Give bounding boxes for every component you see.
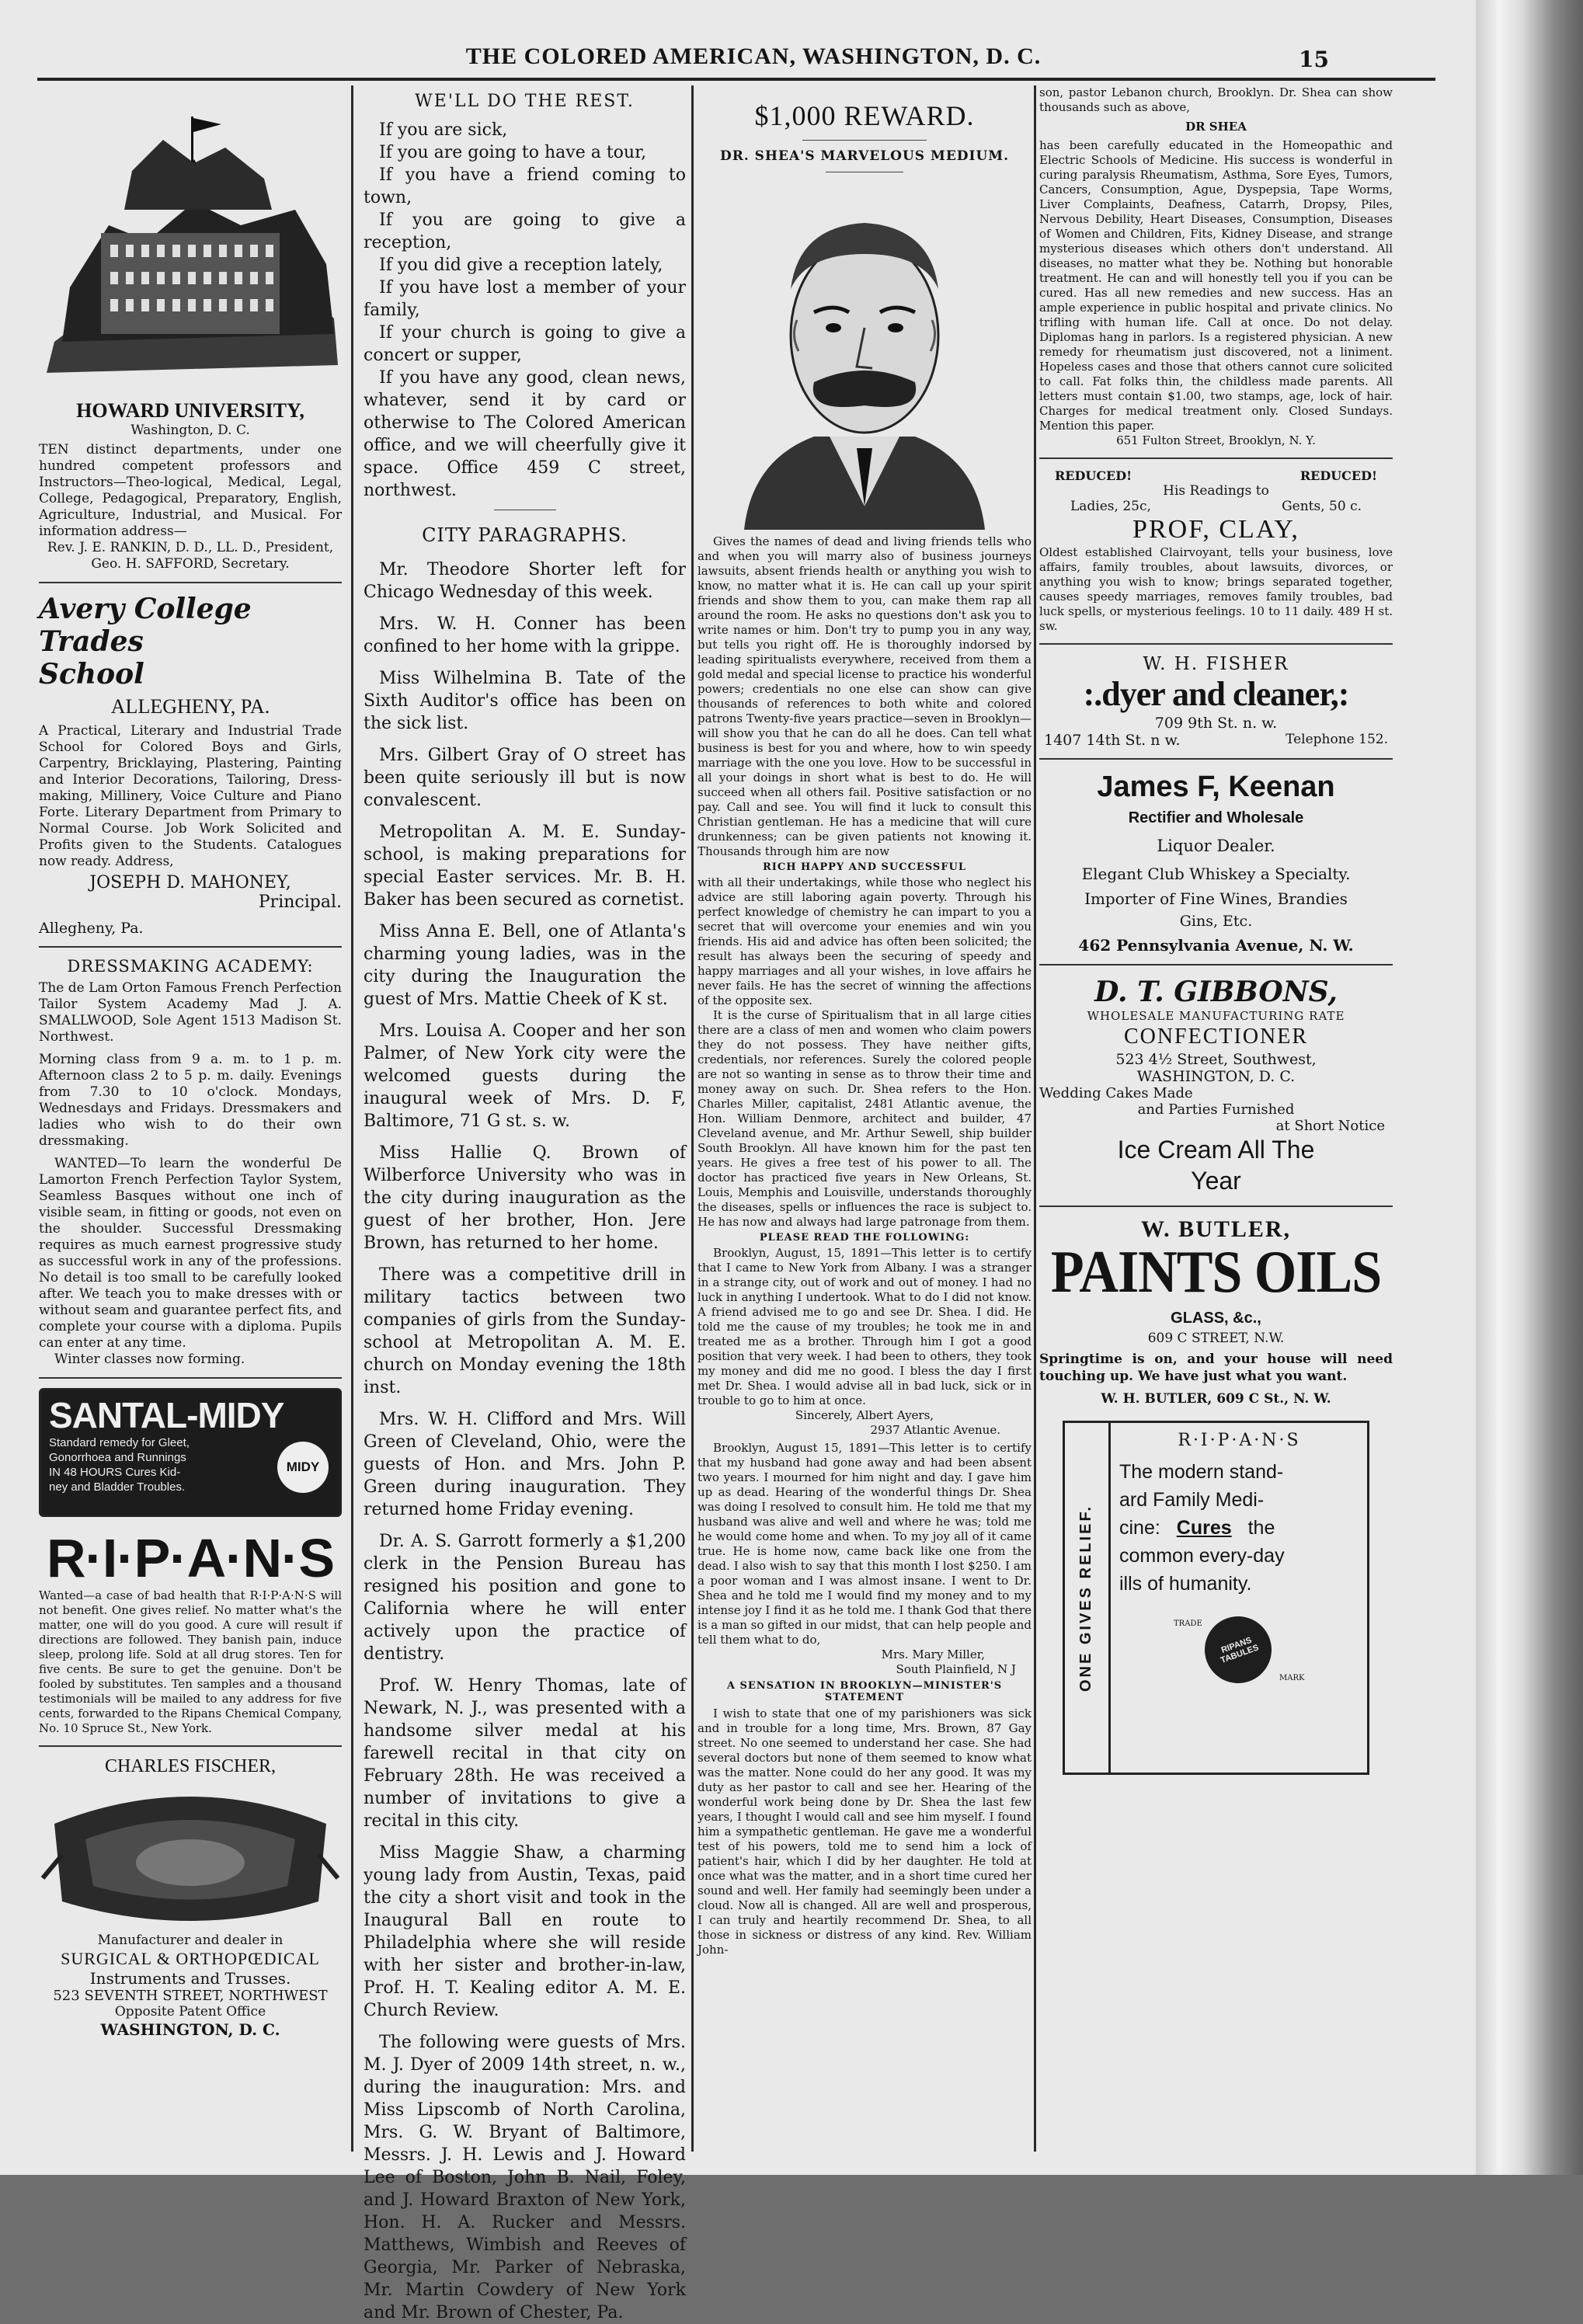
city-paragraphs <box>364 558 686 2324</box>
news-item: Mrs. W. H. Conner has been confined to her home with la grippe. <box>364 614 686 656</box>
reward-p1: Gives the names of dead and living friends tells who and when you will marry also of business journeys lawsuits, absent friends health or anything you wish to know, no matter what it is. He can call up your spirit friends and show them to you, can make them rap all around the room. He asks no questions don't ask you to write names or him. Don't try to pump you in any way, but tells you right off. He is thoroughly indorsed by leading spiritualists everywhere, received from them a gold medal and special license to practice his wonderful powers; credentials no one else can show can give thousands of references to both white and colored patrons Twenty-five years practice—seven in Brooklyn—will show you that he can do all he does. Can tell what business is best for you and where, how to win speedy marriage with the one you love. How to be successful in all your doings in short what is best to do. He will succeed when all others fail. Positive satisfaction or no pay. Call and see. You will find it luck to consult this Christian gentleman. He has a medicine that will cure drunkenness; can be given patients not knowing it. Thousands through him are now <box>698 534 1032 858</box>
avery-place: ALLEGHENY, PA. <box>110 695 270 718</box>
letter-miller: Brooklyn, August 15, 1891—This letter is to certify that my husband had gone away and had been absent two years. I mourned for him night and day. I gave him up as dead. Hearing of the wonderful things Dr. Shea was doing I resolved to consult him. He told me that my husband was alive and well and where he was; told me he would come home and when. To my joy all of it came true. He is home now, came back like one from the dead. I also wish to say that this month I lost $250. I am a poor woman and I was almost insane. I went to Dr. Shea and he told me I would find my money and to my intense joy I find it as he told me. I thank God that there is a man so gifted in our midst, that can help people and tell them what to do, <box>698 1441 1032 1647</box>
column-2 <box>364 85 686 2322</box>
keenan-line2: Liquor Dealer. <box>1157 837 1275 855</box>
news-item: Miss Maggie Shaw, a charming young lady from Austin, Texas, paid the city a short visit and took in the Inaugural Ball en route to Philadelphia where she will reside with her sister and brother-in-law, Prof. H. T. Kealing editor A. M. E. Church Review. <box>364 1843 686 2020</box>
logo-mark: MARK <box>1279 1674 1305 1682</box>
dress-p2: Morning class from 9 a. m. to 1 p. m. Afternoon class 2 to 5 p. m. daily. Evenings from 7.30 to 10 o'clock. Mondays, Wednesdays and Fridays. Dressmakers and ladies who wish to do their own dressmaking. <box>39 1052 342 1149</box>
dr-shea-portrait <box>698 180 1032 530</box>
avery-place2: Allegheny, Pa. <box>39 920 144 937</box>
avery-title-line2: School <box>39 658 144 691</box>
ripans-body: Wanted—a case of bad health that R·I·P·A·N·S will not benefit. One gives relief. No matter what's the matter, one will do you good. A cure will result if directions are followed. They banish pain, induce sleep, prolong life. Sold at all drug stores. Ten for five cents. Be sure to get the genuine. Don't be fooled by substitutes. Ten samples and a thousand testimonials will be mailed to any address for five cents, forwarded to the Ripans Chemical Company, No. 10 Spruce St., New York. <box>39 1588 342 1735</box>
fisher-phone: Telephone 152. <box>1286 732 1388 747</box>
ripans-ad <box>39 1528 342 1736</box>
ripans-box-ad <box>1063 1421 1369 1775</box>
dress-p3: WANTED—To learn the wonderful De Lamorton French Perfection Taylor System, Seamless Basques without one inch of visible seam, in fitting or goods, not even on the shoulder. Successful Dressmaking requires as much earnest progressive study as successful work in any of the professions. No detail is too small to be carefully looked after. We teach you to make dresses with or without seam and guarantee perfect fits, and complete your course with a diploma. Pupils can enter at any time. <box>39 1156 342 1351</box>
gibbons-line3: 523 4½ Street, Southwest, <box>1115 1051 1317 1068</box>
truss-engraving <box>39 1777 342 1933</box>
fischer-line1: Manufacturer and dealer in <box>97 1933 284 1948</box>
reward-p2: with all their undertakings, while those who neglect his advice are still laboring again poverty. Through his perfect knowledge of chemistry he can impart to you a secret that will overcome your enemies and win you friends. His aid and advice has often been solicited; the result has always been the securing of speedy and happy marriages and all your wishes, in love affairs he never fails. He has the secret of winning the affections of the opposite sex. <box>698 875 1032 1007</box>
gibbons-line7: at Short Notice <box>1275 1118 1385 1134</box>
howard-city: Washington, D. C. <box>130 423 250 438</box>
santal-line4: ney and Bladder Troubles. <box>49 1480 186 1494</box>
divider <box>39 1377 342 1379</box>
news-item: Mrs. W. H. Clifford and Mrs. Will Green of Cleveland, Ohio, were the guests of Hon. and Mrs. John P. Green during inauguration. They returned home Friday evening. <box>364 1410 686 1519</box>
reduced-left: REDUCED! <box>1055 468 1132 483</box>
reward-subtitle: DR. SHEA'S MARVELOUS MEDIUM. <box>719 148 1010 164</box>
shea-address: 651 Fulton Street, Brooklyn, N. Y. <box>1116 433 1316 447</box>
fisher-addr1: 709 9th St. n. w. <box>1154 715 1278 732</box>
santal-line2: Gonorrhoea and Runnings <box>49 1451 186 1464</box>
clay-body: Oldest established Clairvoyant, tells your business, love affairs, family troubles, about lawsuits, divorces, or anything you wish to know; brings separated together, causes speedy marriages, removes family troubles, bad luck spells, or mysterious feelings. 10 to 11 daily. 489 H st. sw. <box>1039 545 1393 633</box>
keenan-name: James F, Keenan <box>1097 771 1335 803</box>
masthead-rule <box>37 78 1435 81</box>
dress-p1: The de Lam Orton Famous French Perfection Tailor System Academy Mad J. A. SMALLWOOD, Sole Agent 1513 Madison St. Northwest. <box>39 980 342 1045</box>
news-item: Dr. A. S. Garrott formerly a $1,200 clerk in the Pension Bureau has resigned his position and gone to California where he will enter actively upon the practice of dentistry. <box>364 1532 686 1664</box>
midy-badge: MIDY <box>277 1442 329 1493</box>
shea-continuation: son, pastor Lebanon church, Brooklyn. Dr. Shea can show thousands such as above, <box>1039 85 1393 114</box>
shea-body: has been carefully educated in the Homeopathic and Electric Schools of Medicine. His success is wonderful in curing paralysis Rheumatism, Asthma, Sore Eyes, Tumors, Cancers, Consumption, Ague, Dyspepsia, Tape Worms, Liver Complaints, Deafness, Catarrh, Dropsy, Piles, Nervous Debility, Heart Diseases, Consumption, Diseases of Women and Children, Fits, Kidney Disease, and strange mysterious diseases which others don't understand. All diseases, no matter what they be. Nothing but honorable treatment. He can and will honestly tell you if you can be cured. Has all new remedies and new success. Has an ample experience in public hospital and private clinics. No trifling with human life. Call at once. Do not delay. Diplomas hang in parlors. Is a registered physician. A new remedy for rheumatism just discovered, not a liniment. Hopeless cases and those that others cannot cure solicited to call. Fat folks thin, the childless made parents. All letters must contain $1.00, two stamps, age, lock of hair. Charges for medical treatment only. Closed Sundays. Mention this paper. <box>1039 138 1393 433</box>
column-rule <box>351 85 353 2152</box>
keenan-line1: Rectifier and Wholesale <box>1128 809 1304 826</box>
rest-line: If you are going to have a tour, <box>379 143 647 162</box>
ripans-tabules-logo <box>1119 1609 1359 1694</box>
news-item: Metropolitan A. M. E. Sunday-school, is making preparations for special Easter services. Mr. B. H. Baker has been secured as cornetist. <box>364 823 686 910</box>
butler-paints-ad <box>1039 1216 1393 1407</box>
news-item: Mr. Theodore Shorter left for Chicago Wednesday of this week. <box>364 560 686 602</box>
rest-lines <box>364 119 686 502</box>
page-number: 15 <box>1299 47 1329 72</box>
university-building-engraving <box>39 85 342 396</box>
butler-addr: 609 C STREET, N.W. <box>1147 1331 1285 1346</box>
fischer-line5: Opposite Patent Office <box>114 2004 266 2020</box>
logo-seal: RIPANS TABULES <box>1195 1607 1281 1693</box>
butler-footer: W. H. BUTLER, 609 C St., N. W. <box>1101 1391 1331 1407</box>
reward-head-rich: RICH HAPPY AND SUCCESSFUL <box>762 861 967 873</box>
prof-clay-ad <box>1039 468 1393 634</box>
letter-miller-signature: Mrs. Mary Miller, <box>881 1647 985 1661</box>
gibbons-line8: Ice Cream All The <box>1117 1136 1315 1164</box>
keenan-line4: Importer of Fine Wines, Brandies <box>1084 889 1348 908</box>
minister-statement: I wish to state that one of my parishioners was sick and in trouble for a long time, Mrs. Brown, 87 Gay street. No one seemed to understand her case. She had several doctors but none of them seemed to know what was the matter. None could do her any good. It was my duty as her pastor to call and see her. Hearing of the wonderful work being done by Dr. Shea the last few years, I thought I would call and see him myself. I found him a sympathetic gentleman. He gave me a wonderful test of his powers, told me to send him a lock of patient's hair, which I did by her daughter. He told at once what was the matter, and in a short time cured her sound and well. Her family had seemingly been under a cloud. Now all is changed. All are well and prosperous, I can truly and heartily recommend Dr. Shea, to all those in sickness or distress of any kind. Rev. William John- <box>698 1706 1032 1957</box>
gibbons-line1: WHOLESALE MANUFACTURING RATE <box>1087 1009 1345 1023</box>
ripans-box-body3: cine: <box>1119 1517 1160 1539</box>
rest-line: If you have a friend coming to town, <box>364 165 686 207</box>
avery-body: A Practical, Literary and Industrial Trade School for Colored Boys and Girls, Carpentry, Bricklaying, Plastering, Painting and Interior Decorations, Tailoring, Dress-making, Millinery, Voice Culture and Piano Forte. Literary Department from Primary to Normal Course. Job Work Solicited and Profits given to the Students. Catalogues now ready. Address, <box>39 723 342 869</box>
charles-fischer-ad <box>39 1756 342 2039</box>
gibbons-line9: Year <box>1191 1167 1241 1195</box>
keenan-line6: 462 Pennsylvania Avenue, N. W. <box>1078 936 1354 955</box>
fisher-trade: :.dyer and cleaner,: <box>1083 675 1349 713</box>
news-item: Miss Wilhelmina B. Tate of the Sixth Auditor's office has been on the sick list. <box>364 669 686 733</box>
avery-signer: JOSEPH D. MAHONEY, <box>89 873 291 892</box>
ripans-side-text: ONE GIVES RELIEF. <box>1077 1504 1095 1692</box>
rest-paragraph: If you have lost a member of your family, <box>364 278 686 320</box>
divider <box>39 1745 342 1747</box>
gibbons-line2: CONFECTIONER <box>1123 1025 1309 1049</box>
howard-body: TEN distinct departments, under one hundred competent professors and Instructors—Theo-logical, Medical, Legal, College, Pedagogical, Preparatory, English, Agriculture, Industrial, and Musical. For information address— <box>39 442 342 539</box>
howard-president: Rev. J. E. RANKIN, D. D., LL. D., President, <box>47 540 334 555</box>
howard-university-ad <box>39 85 342 572</box>
fischer-line4: 523 SEVENTH STREET, NORTHWEST <box>53 1988 328 2004</box>
letter-ayers-signature: Sincerely, Albert Ayers, <box>795 1408 934 1422</box>
avery-role: Principal. <box>258 892 342 912</box>
fischer-line3: Instruments and Trusses. <box>89 1969 291 1988</box>
howard-title: HOWARD UNIVERSITY, <box>76 399 304 422</box>
avery-title: Avery College Trades <box>39 593 252 658</box>
fischer-line6: WASHINGTON, D. C. <box>100 2020 280 2039</box>
ripans-box-body5: ills of humanity. <box>1119 1573 1252 1595</box>
news-item: The following were guests of Mrs. M. J. Dyer of 2009 14th street, n. w., during the inauguration: Mrs. and Miss Lipscomb of North Carolina, Mrs. G. W. Bryant of Baltimore, Messrs. J. H. Lewis and J. Howard Lee of Boston, John B. Nail, Foley, and J. Howard Braxton of New York, Hon. H. A. Rucker and Messrs. Matthews, Wimbish and Reeves of Georgia, Mr. Parker of Nebraska, Mr. Martin Cowdery of New York and Mr. Brown of Chester, Pa. <box>364 2033 686 2322</box>
santal-midy-ad <box>39 1388 342 1517</box>
avery-college-ad <box>39 593 342 937</box>
ripans-box-title: R·I·P·A·N·S <box>1178 1431 1301 1450</box>
letter-ayers-address: 2937 Atlantic Avenue. <box>870 1423 1000 1437</box>
column-1 <box>39 85 342 2167</box>
gibbons-line6: and Parties Furnished <box>1137 1101 1295 1118</box>
dress-p4: Winter classes now forming. <box>54 1352 245 1367</box>
letter-miller-address: South Plainfield, N J <box>896 1662 1016 1676</box>
butler-name: W. BUTLER, <box>1140 1216 1292 1242</box>
rest-line: If you are going to give a reception, <box>364 210 686 252</box>
ripans-box-body2: ard Family Medi- <box>1119 1489 1265 1511</box>
clay-gents: Gents, 50 c. <box>1282 499 1362 514</box>
reward-head-sensation: A SENSATION IN BROOKLYN—MINISTER'S STATEMENT <box>726 1680 1003 1703</box>
column-rule <box>691 85 694 2152</box>
masthead: THE COLORED AMERICAN, WASHINGTON, D. C. <box>465 43 1042 69</box>
divider <box>39 582 342 583</box>
clay-ladies: Ladies, 25c, <box>1070 499 1151 514</box>
gibbons-name: D. T. GIBBONS, <box>1094 976 1338 1008</box>
divider <box>39 946 342 948</box>
clay-name: PROF, CLAY, <box>1132 515 1299 544</box>
santal-title: SANTAL-MIDY <box>49 1395 284 1435</box>
reward-head-letters: PLEASE READ THE FOLLOWING: <box>759 1232 970 1244</box>
santal-line3: IN 48 HOURS Cures Kid- <box>49 1466 181 1479</box>
column-rule <box>1034 85 1036 2152</box>
news-item: Miss Anna E. Bell, one of Atlanta's charming young ladies, was in the city during the Inauguration the guest of Mrs. Mattie Cheek of K st. <box>364 922 686 1009</box>
butler-big: PAINTS OILS <box>1050 1240 1382 1306</box>
logo-trade: TRADE <box>1174 1619 1202 1628</box>
gibbons-confectioner-ad <box>1039 975 1393 1196</box>
reduced-right: REDUCED! <box>1299 468 1377 483</box>
santal-line1: Standard remedy for Gleet, <box>49 1436 190 1449</box>
dress-title: DRESSMAKING ACADEMY: <box>67 957 314 976</box>
rest-paragraph: If your church is going to give a concert or supper, <box>364 323 686 365</box>
ripans-box-body1: The modern stand- <box>1119 1461 1284 1483</box>
news-item: Miss Hallie Q. Brown of Wilberforce University who was in the city during inauguration as the guest of her brother, Hon. Jere Brown, has returned to her home. <box>364 1143 686 1253</box>
clay-his: His Readings to <box>1163 483 1269 499</box>
reward-title: $1,000 REWARD. <box>754 100 975 131</box>
book-page-edge <box>1476 0 1583 2175</box>
fisher-addr2: 1407 14th St. n w. <box>1044 732 1181 749</box>
gibbons-line4: WASHINGTON, D. C. <box>1136 1068 1296 1085</box>
butler-glass: GLASS, &c., <box>1171 1310 1261 1327</box>
rest-line: If you did give a reception lately, <box>379 256 663 275</box>
city-paragraphs-title: CITY PARAGRAPHS. <box>422 524 628 546</box>
fisher-name: W. H. FISHER <box>1143 654 1289 674</box>
news-item: Mrs. Gilbert Gray of O street has been quite seriously ill but is now convalescent. <box>364 746 686 810</box>
rest-paragraph: If you have any good, clean news, whatever, send it by card or otherwise to The Colored American office, and we will cheerfully give it space. Office 459 C street, northwest. <box>364 368 686 500</box>
rest-line: If you are sick, <box>379 120 508 140</box>
column-4 <box>1039 85 1393 2167</box>
ripans-box-the: the <box>1247 1517 1275 1539</box>
james-keenan-ad <box>1039 769 1393 955</box>
news-item: Prof. W. Henry Thomas, late of Newark, N. J., was presented with a handsome silver medal at his farewell recital in that city on February 28th. He was received a number of invitations to give a recital in this city. <box>364 1676 686 1831</box>
dressmaking-academy-ad <box>39 957 342 1368</box>
gibbons-line5: Wedding Cakes Made <box>1039 1085 1193 1101</box>
column-3 <box>698 85 1032 2167</box>
ripans-title: R·I·P·A·N·S <box>46 1528 335 1588</box>
fischer-name: CHARLES FISCHER, <box>104 1756 277 1776</box>
news-item: Mrs. Louisa A. Cooper and her son Palmer, of New York city were the welcomed guests during the inaugural week of Mrs. D. F, Baltimore, 71 G st. s. w. <box>364 1021 686 1131</box>
howard-secretary: Geo. H. SAFFORD, Secretary. <box>91 556 290 572</box>
news-item: There was a competitive drill in military tactics between two companies of girls from the Sunday-school at Metropolitan A. M. E. church on Monday evening the 18th inst. <box>364 1265 686 1397</box>
letter-ayers: Brooklyn, August, 15, 1891—This letter is to certify that I came to New York from Albany. I was a stranger in a strange city, out of work and out of money. I had no luck in anything I undertook. What to do I did not know. A friend advised me to go and see Dr. Shea. I did. He told me the cause of my troubles; he took me in and treated me as a brother. Through him I got a good position that very week. I had been to others, they took my money and did me no good. I bless the day I first met Dr. Shea. I would advise all in bad luck, sick or in trouble to go to him at once. <box>698 1246 1032 1407</box>
ripans-box-body4: common every-day <box>1119 1545 1285 1567</box>
fischer-line2: SURGICAL & ORTHOPŒDICAL <box>61 1949 320 1968</box>
shea-heading: DR SHEA <box>1185 120 1247 134</box>
ripans-box-cures: Cures <box>1176 1517 1232 1539</box>
keenan-line3: Elegant Club Whiskey a Specialty. <box>1081 865 1351 883</box>
fisher-dyer-ad <box>1039 654 1393 749</box>
reward-p3: It is the curse of Spiritualism that in all large cities there are a class of men and women who claim powers they do not possess. They have neither gifts, credentials, nor references. Surely the colored people are not so wanting in sense as to throw their time and money away on such. Dr. Shea refers to the Hon. Charles Miller, capitalist, 2481 Atlantic avenue, the Hon. William Denmore, architect and builder, 47 Cleveland avenue, and Mr. Arthur Sewell, ship builder South Brooklyn. All have known him for the past ten years. He gives a free test of his power to all. The doctor has practiced five years in New Orleans, St. Louis, Memphis and Louisville, understands thoroughly the diseases, spells or influences the race is subject to. He has now and always had large patronage from them. <box>698 1008 1032 1229</box>
butler-body: Springtime is on, and your house will need touching up. We have just what you want. <box>1039 1352 1393 1384</box>
rest-title: WE'LL DO THE REST. <box>415 92 635 111</box>
keenan-line5: Gins, Etc. <box>1179 913 1253 930</box>
